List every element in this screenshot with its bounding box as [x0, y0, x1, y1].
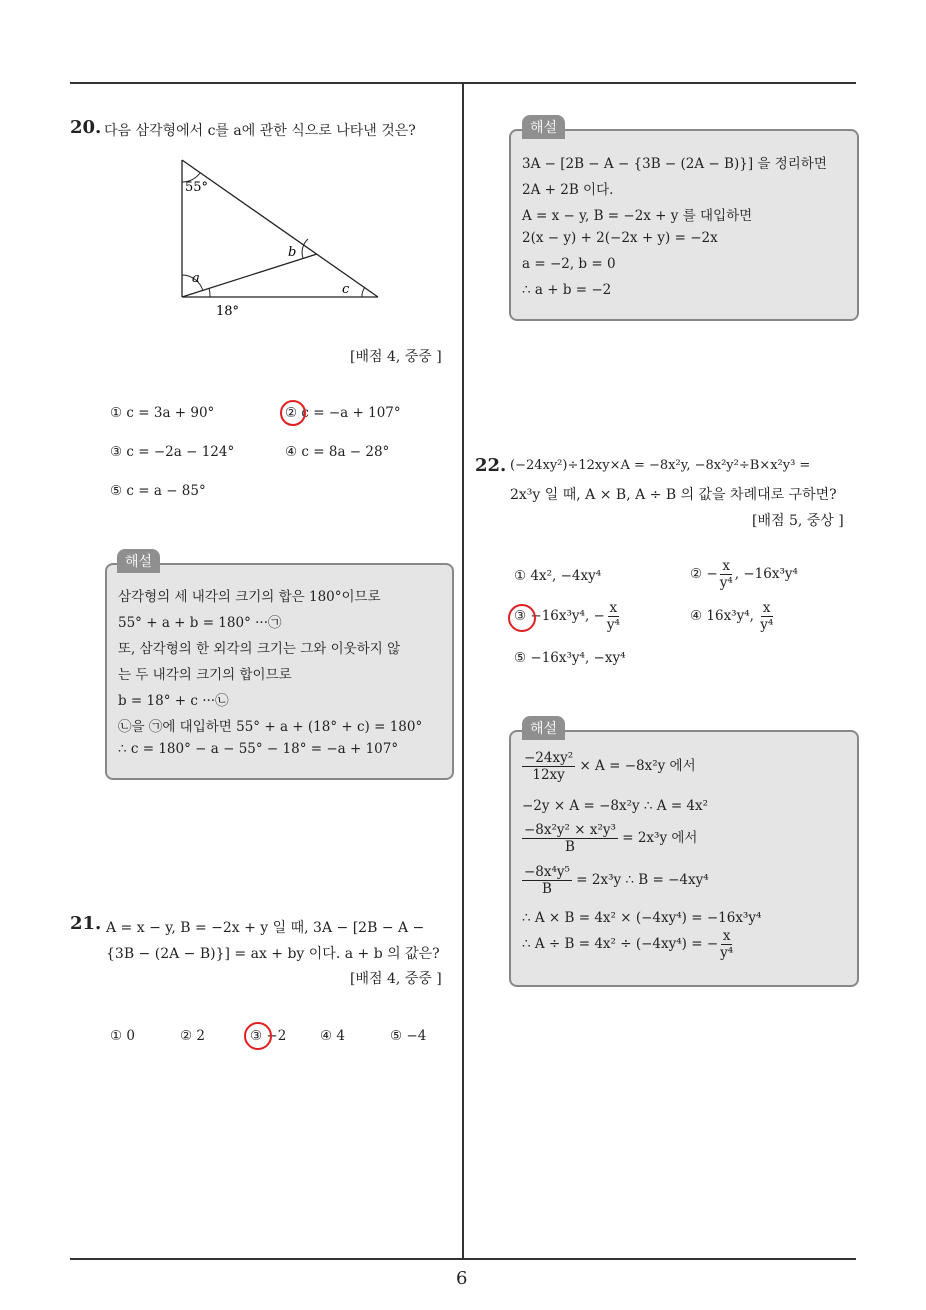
- q22-solution-fraction: $\frac{\text{−24xy²}}{12xy}$: [524, 750, 574, 783]
- q22-option-2[interactable]: [690, 558, 798, 591]
- q20-option-1[interactable]: ① c = 3a + 90°: [110, 405, 215, 421]
- q21-solution-tab: 해설: [522, 115, 565, 139]
- q20-solution-line: 55° + a + b = 180° ···㉠: [118, 615, 282, 631]
- q22-solution-fraction: $\frac{\text{−8x⁴y⁵}}{B}$: [524, 864, 570, 897]
- q21-meta: [배점 4, 중중 ]: [350, 971, 442, 987]
- q22-text-line2: 2x³y 일 때, A × B, A ÷ B 의 값을 차례대로 구하면?: [510, 487, 837, 503]
- q21-solution-line: A = x − y, B = −2x + y 를 대입하면: [522, 208, 753, 224]
- fig-label-a: a: [192, 271, 200, 286]
- q20-solution-line: ∴ c = 180° − a − 55° − 18° = −a + 107°: [118, 741, 399, 757]
- q21-number: 21.: [70, 913, 102, 934]
- q21-option-3[interactable]: ③ −2: [250, 1028, 287, 1044]
- q21-option-4[interactable]: ④ 4: [320, 1028, 345, 1044]
- column-divider: [462, 84, 464, 1260]
- q21-answer-circle: [244, 1022, 272, 1050]
- page-number: 6: [456, 1268, 468, 1289]
- bottom-rule: [70, 1258, 856, 1260]
- q22-option-3-prefix: ③ −16x³y⁴, −: [514, 608, 605, 624]
- q20-solution-line: 는 두 내각의 크기의 합이므로: [118, 667, 292, 683]
- q22-option-2-fraction: $\frac{x}{\text{y⁴}}$: [719, 558, 733, 591]
- q20-answer-circle: [280, 400, 306, 426]
- q21-text-line2: {3B − (2A − B)}] = ax + by 이다. a + b 의 값은?: [106, 946, 440, 962]
- q20-meta: [배점 4, 중중 ]: [350, 349, 442, 365]
- fig-label-b: b: [288, 245, 297, 260]
- q20-solution-line: ㉡을 ㉠에 대입하면 55° + a + (18° + c) = 180°: [118, 719, 423, 735]
- q21-option-1[interactable]: ① 0: [110, 1028, 135, 1044]
- q22-solution-line-6: ∴ A ÷ B = 4x² ÷ (−4xy⁴) = − $\frac{x}{\text{y⁴}}$: [522, 928, 734, 961]
- q20-option-4[interactable]: ④ c = 8a − 28°: [285, 444, 390, 460]
- q22-solution-line-5: ∴ A × B = 4x² × (−4xy⁴) = −16x³y⁴: [522, 910, 762, 926]
- q22-answer-circle: [508, 604, 536, 632]
- q22-solution-tab: 해설: [522, 716, 565, 740]
- q20-solution-line: 삼각형의 세 내각의 크기의 합은 180°이므로: [118, 589, 381, 605]
- q22-solution-line-3: $\frac{\text{−8x²y² × x²y³}}{B}$ = 2x³y 에서: [524, 822, 698, 855]
- q22-option-4-fraction: $\frac{x}{\text{y⁴}}$: [760, 600, 774, 633]
- q22-solution-fraction: $\frac{\text{−8x²y² × x²y³}}{B}$: [524, 822, 616, 855]
- q21-solution-line: 2(x − y) + 2(−2x + y) = −2x: [522, 230, 718, 246]
- q22-option-4[interactable]: [690, 600, 775, 633]
- q21-option-2[interactable]: ② 2: [180, 1028, 205, 1044]
- q22-option-2-suffix: , −16x³y⁴: [734, 566, 798, 582]
- q20-option-5[interactable]: ⑤ c = a − 85°: [110, 483, 206, 499]
- q22-solution-line-1: $\frac{\text{−24xy²}}{12xy}$ × A = −8x²y 에서: [524, 750, 696, 783]
- q22-text-line1: (−24xy²)÷12xy×A = −8x²y, −8x²y²÷B×x²y³ =: [510, 458, 811, 473]
- q22-meta: [배점 5, 중상 ]: [752, 513, 844, 529]
- q20-number: 20.: [70, 117, 102, 138]
- q21-solution-line: a = −2, b = 0: [522, 256, 616, 272]
- q20-text: 다음 삼각형에서 c를 a에 관한 식으로 나타낸 것은?: [104, 123, 416, 139]
- q22-solution-line-4: $\frac{\text{−8x⁴y⁵}}{B}$ = 2x³y ∴ B = −4xy⁴: [524, 864, 709, 897]
- q21-solution-line: ∴ a + b = −2: [522, 282, 612, 298]
- q22-option-1[interactable]: ① 4x², −4xy⁴: [514, 568, 602, 584]
- q22-option-2-prefix: ② −: [690, 566, 718, 582]
- q21-solution-line: 3A − [2B − A − {3B − (2A − B)}] 을 정리하면: [522, 156, 827, 172]
- q22-option-5[interactable]: ⑤ −16x³y⁴, −xy⁴: [514, 650, 626, 666]
- q21-text-line1: A = x − y, B = −2x + y 일 때, 3A − [2B − A −: [106, 920, 425, 936]
- q20-solution-line: 또, 삼각형의 한 외각의 크기는 그와 이웃하지 않: [118, 641, 401, 657]
- fig-angle-55: 55°: [185, 180, 209, 195]
- q20-option-3[interactable]: ③ c = −2a − 124°: [110, 444, 235, 460]
- q20-option-2[interactable]: ② c = −a + 107°: [285, 405, 401, 421]
- fig-angle-18: 18°: [216, 304, 240, 319]
- q22-option-3-fraction: $\frac{x}{\text{y⁴}}$: [606, 600, 620, 633]
- q22-option-4-prefix: ④ 16x³y⁴,: [690, 608, 759, 624]
- q20-triangle-figure: [170, 150, 390, 325]
- q21-option-5[interactable]: ⑤ −4: [390, 1028, 427, 1044]
- fig-label-c: c: [342, 282, 350, 297]
- q20-solution-tab: 해설: [117, 549, 160, 573]
- q20-solution-line: b = 18° + c ···㉡: [118, 693, 229, 709]
- q22-solution-line-2: −2y × A = −8x²y ∴ A = 4x²: [522, 798, 709, 814]
- q22-solution-fraction: $\frac{x}{\text{y⁴}}$: [720, 928, 734, 961]
- q22-number: 22.: [475, 455, 507, 476]
- q21-solution-line: 2A + 2B 이다.: [522, 182, 614, 198]
